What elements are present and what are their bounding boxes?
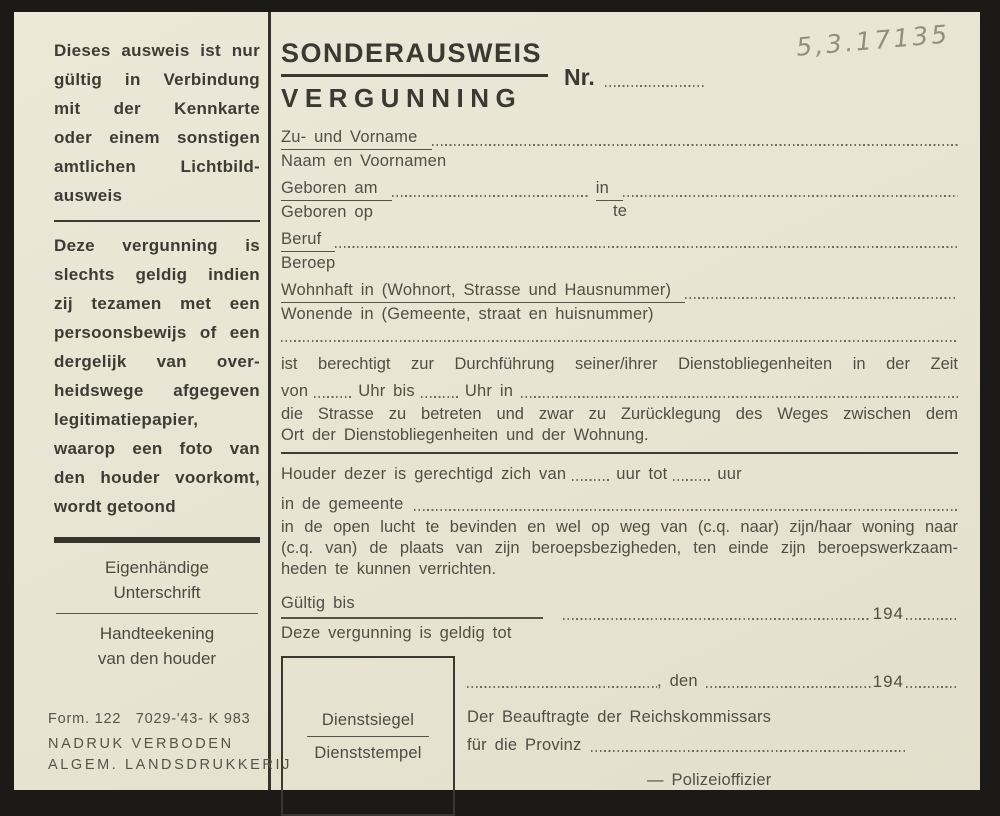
title-dutch: VERGUNNING xyxy=(281,83,523,113)
address-extra-blank-line xyxy=(281,340,958,342)
form-number: Form. 122 7029-'43- K 983 xyxy=(48,711,251,727)
open-air-clause-dutch: in de open lucht te bevinden en wel op weg van (c.q. naar) zijn/haar woning naar (c.q. van) de plaats van zijn beroepsbezigheden, ten einde zijn beroepswerkzaam- heden te kunnen verrichten. xyxy=(281,518,958,578)
valid-year-prefix: 194 xyxy=(872,604,904,623)
form-header xyxy=(281,19,958,114)
official-stamp-box xyxy=(281,656,455,816)
address-label-german: Wohnhaft in (Wohnort, Strasse und Hausnummer) xyxy=(281,279,685,303)
uhr-in-label: Uhr in xyxy=(464,382,514,400)
name-blank-line xyxy=(432,144,959,146)
imprint-line-2: ALGEM. LANDSDRUKKERIJ xyxy=(48,757,292,773)
nr-blank-line xyxy=(605,85,705,87)
handwritten-number: 5,3.17135 xyxy=(794,19,951,62)
permit-document xyxy=(14,12,980,790)
von-label: von xyxy=(281,382,309,400)
time-from-blank xyxy=(314,396,352,398)
hour-from-blank xyxy=(572,479,610,481)
issue-year-blank xyxy=(906,686,958,688)
born-label-dutch: Geboren op xyxy=(281,203,374,221)
time-to-blank xyxy=(421,396,459,398)
validity-note-german: Dieses ausweis ist nur gültig in Verbindung mit der Kennkarte oder einem sonstigen amtlichen Lichtbild- ausweis xyxy=(54,41,260,205)
province-label: für die Provinz xyxy=(467,736,582,754)
valid-date-blank-line xyxy=(563,618,871,620)
municipality-blank-line xyxy=(414,509,958,511)
born-place-blank-line xyxy=(623,195,958,197)
stamp-label-divider xyxy=(307,736,429,737)
police-officer-label: — Polizeioffizier xyxy=(647,771,772,789)
municipality-label: in de gemeente xyxy=(281,495,404,513)
profession-blank-line xyxy=(335,246,958,248)
field-name xyxy=(281,126,958,172)
field-address xyxy=(281,279,958,325)
authorization-clause-german: ist berechtigt zur Durchführung seiner/ihrer Dienstobliegenheiten in der Zeit xyxy=(281,355,958,373)
born-te-label: te xyxy=(613,202,628,220)
title-stack xyxy=(281,38,548,114)
province-row xyxy=(467,734,907,756)
field-born xyxy=(281,177,958,223)
number-field xyxy=(564,64,705,91)
print-imprint xyxy=(48,711,292,776)
municipality-row xyxy=(281,493,958,515)
uur-label: uur xyxy=(717,465,742,483)
validity-blank xyxy=(543,592,958,624)
sidebar xyxy=(14,12,292,790)
signatory-title: Der Beauftragte der Reichskommissars xyxy=(467,708,772,726)
den-label: , den xyxy=(657,672,698,690)
time-window-row xyxy=(281,380,958,402)
holder-clause-label: Houder dezer is gerechtigd zich van xyxy=(281,465,567,483)
signature-label-german: Eigenhändige Unterschrift xyxy=(105,558,209,602)
imprint-line-1: NADRUK VERBODEN xyxy=(48,736,234,752)
sidebar-divider-rule xyxy=(54,220,260,222)
validity-field xyxy=(281,592,958,644)
issue-date-blank xyxy=(706,686,871,688)
stamp-label-german: Dienstsiegel xyxy=(321,710,415,729)
valid-until-label-german: Gültig bis xyxy=(281,592,543,619)
section-divider-rule xyxy=(281,452,958,454)
validity-labels xyxy=(281,592,543,644)
born-label-german: Geboren am xyxy=(281,177,392,201)
street-clause-german: die Strasse zu betreten und zwar zu Zurücklegung des Weges zwischen dem Ort der Dienstobliegenheiten und der Wohnung. xyxy=(281,405,958,444)
born-in-label: in xyxy=(596,177,623,201)
province-blank-line xyxy=(591,750,907,752)
profession-label-german: Beruf xyxy=(281,228,335,252)
title-german: SONDERAUSWEIS xyxy=(281,38,548,77)
valid-until-label-dutch: Deze vergunning is geldig tot xyxy=(281,624,512,642)
uur-tot-label: uur tot xyxy=(616,465,668,483)
address-blank-line xyxy=(685,297,958,299)
signature-divider-rule xyxy=(56,613,258,614)
place-blank-line xyxy=(521,396,958,398)
signature-label-dutch: Handteekening van den houder xyxy=(97,624,217,668)
stamp-label-dutch: Dienststempel xyxy=(314,743,422,762)
date-line xyxy=(467,670,958,692)
holder-hours-row xyxy=(281,463,958,485)
signature-column xyxy=(455,656,958,816)
signature-space xyxy=(54,671,260,711)
place-of-issue-blank xyxy=(467,686,657,688)
name-label-dutch: Naam en Voornamen xyxy=(281,152,447,170)
issue-year-prefix: 194 xyxy=(872,672,904,691)
profession-label-dutch: Beroep xyxy=(281,254,336,272)
uhr-bis-label: Uhr bis xyxy=(358,382,415,400)
sidebar-thick-bar xyxy=(54,537,260,543)
name-label-german: Zu- und Vorname xyxy=(281,126,432,150)
nr-label: Nr. xyxy=(564,64,595,90)
born-date-blank-line xyxy=(392,195,588,197)
form-main xyxy=(271,12,980,790)
address-label-dutch: Wonende in (Gemeente, straat en huisnummer) xyxy=(281,305,654,323)
validity-note-dutch: Deze vergunning is slechts geldig indien zij tezamen met een persoonsbewijs of een dergelijk van over- heidswege afgegeven legitimatiepapier, waarop een foto van den houder voorkomt, wordt getoond xyxy=(54,236,260,516)
stamp-and-signature-section xyxy=(281,656,958,816)
valid-year-blank xyxy=(906,618,958,620)
field-profession xyxy=(281,228,958,274)
hour-to-blank xyxy=(673,479,711,481)
